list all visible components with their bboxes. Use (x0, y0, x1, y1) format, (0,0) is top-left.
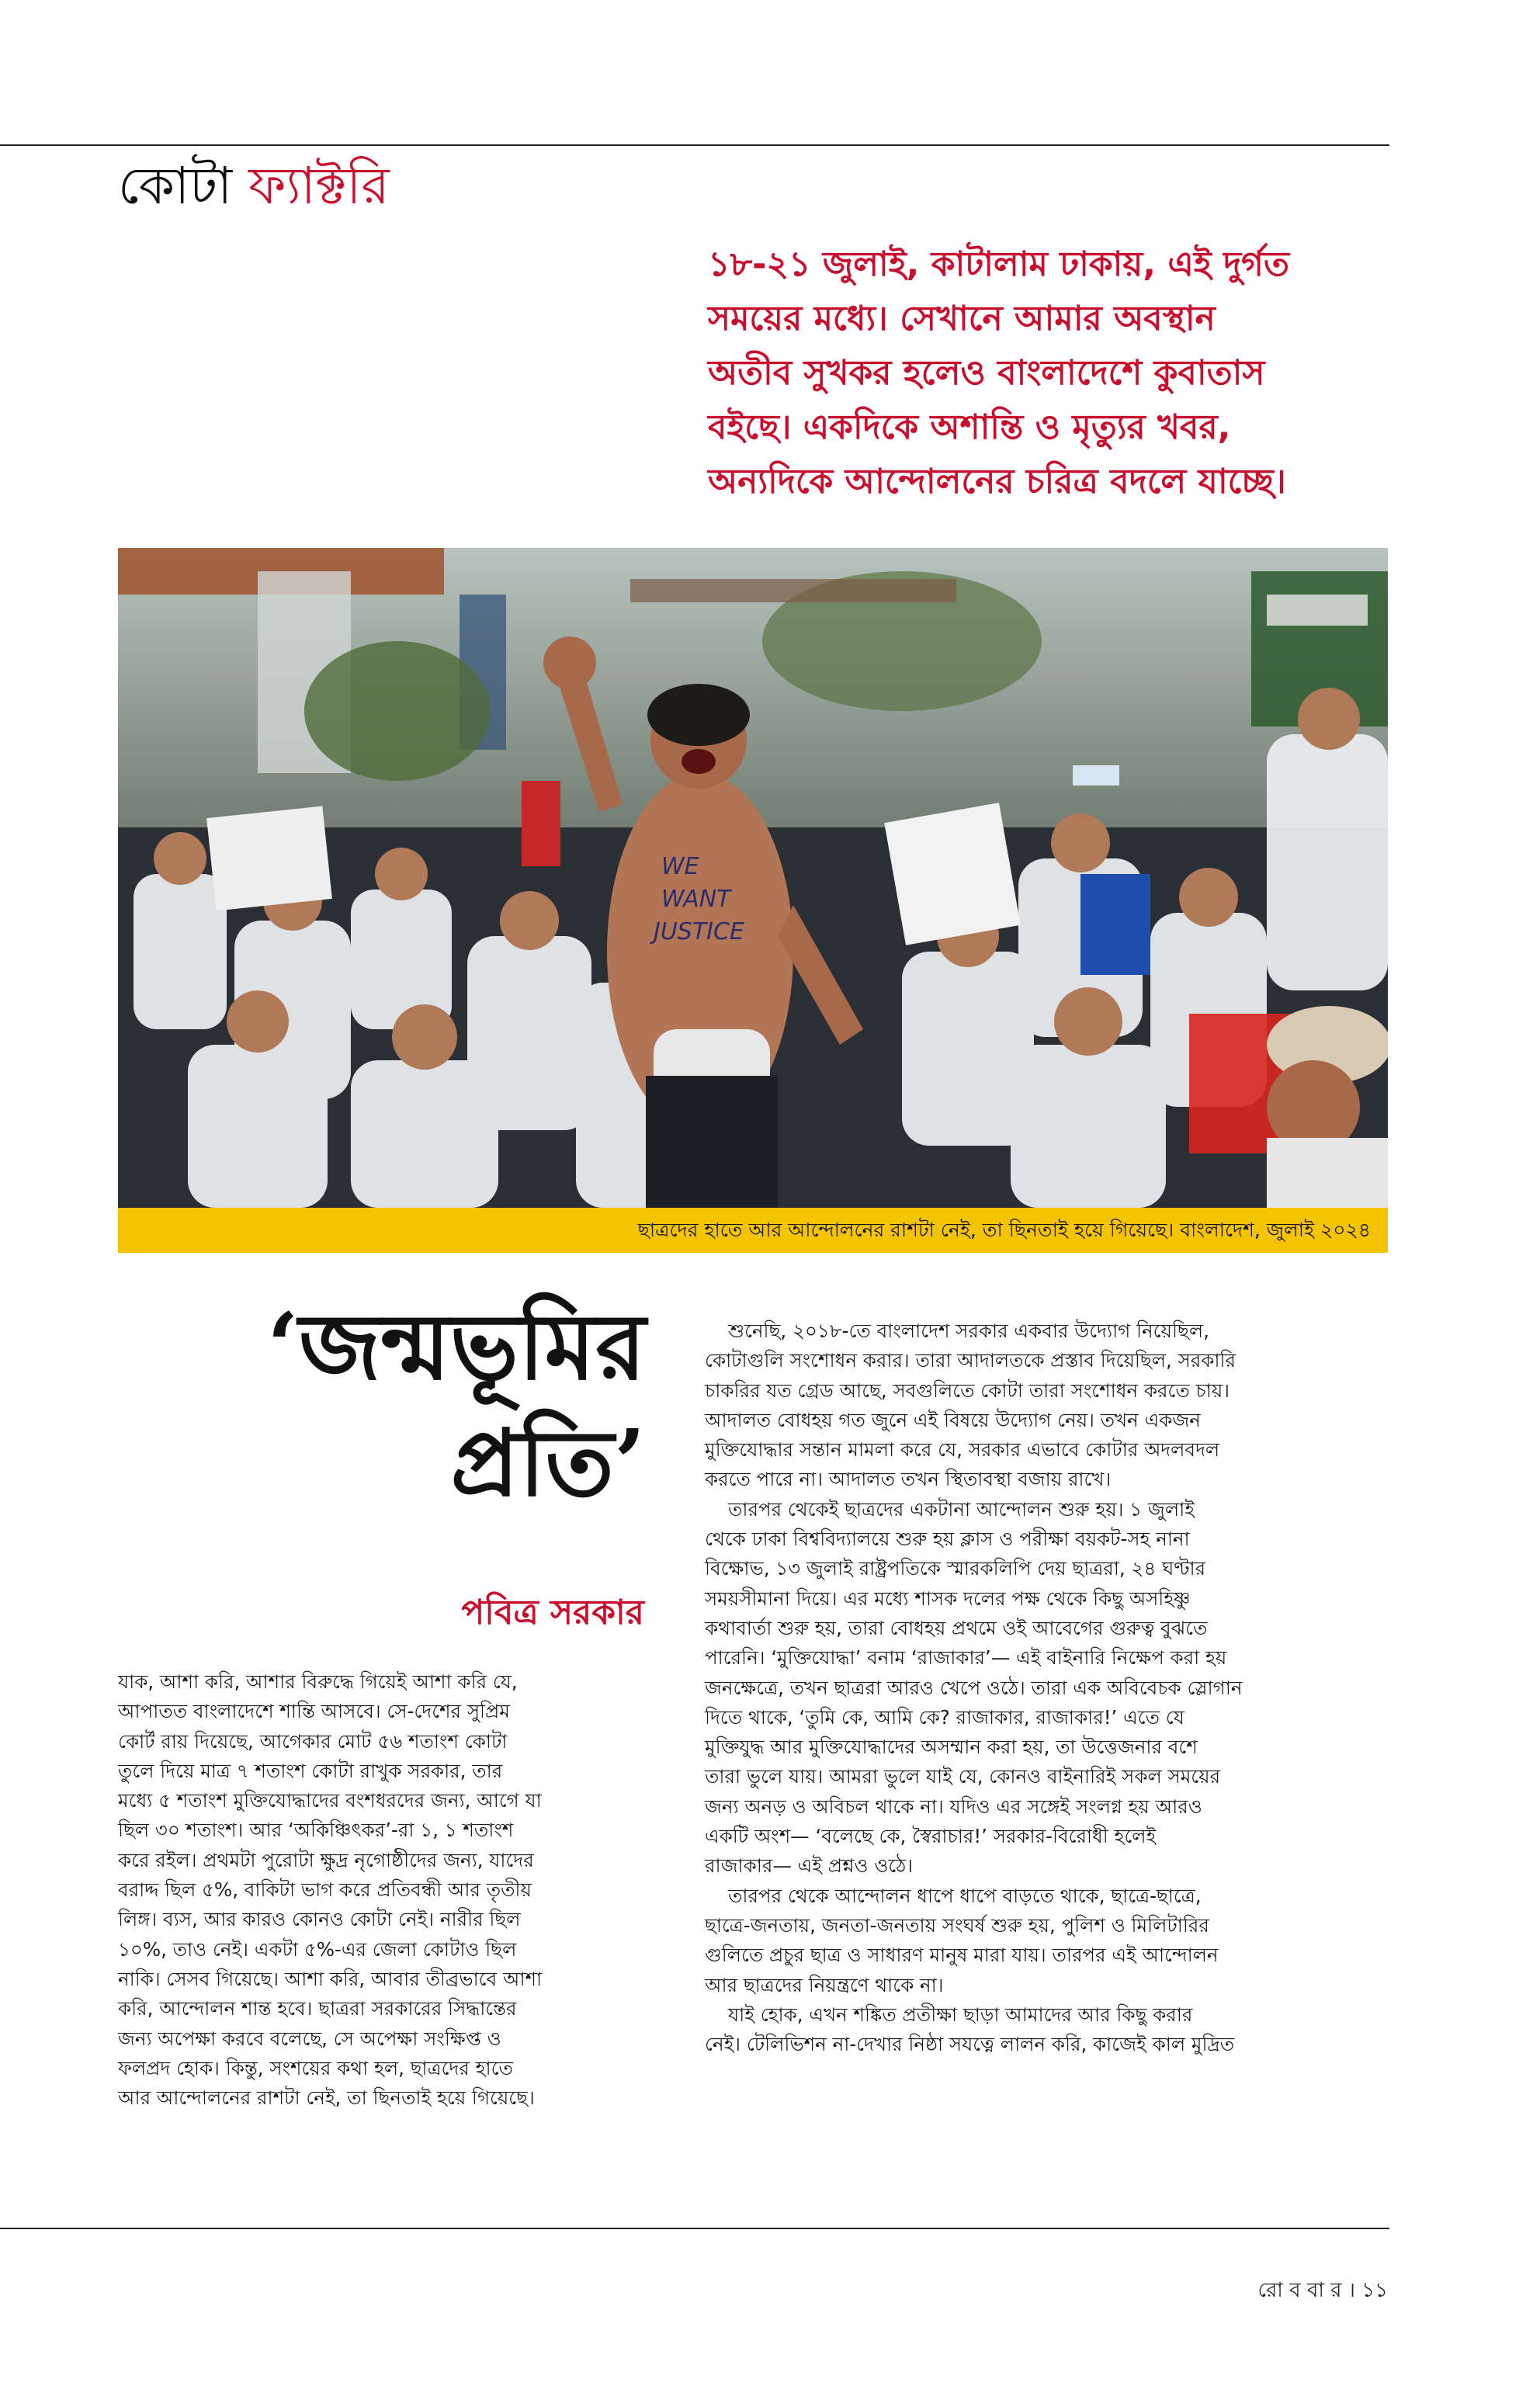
body-line: জন্য অনড় ও অবিচল থাকে না। যদিও এর সঙ্গেই সংলগ্ন হয় আরও (705, 1795, 1202, 1818)
body-line: আপাতত বাংলাদেশে শান্তি আসবে। সে-দেশের সুপ্রিম (118, 1700, 510, 1723)
body-line: নাকি। সেসব গিয়েছে। আশা করি, আবার তীব্রভাবে আশা (118, 1967, 543, 1990)
body-line: ১০%, তাও নেই। একটা ৫%-এর জেলা কোটাও ছিল (118, 1937, 517, 1961)
body-line: যাক, আশা করি, আশার বিরুদ্ধে গিয়েই আশা করি যে, (118, 1670, 518, 1693)
bottom-rule (0, 2228, 1389, 2229)
body-line: মুক্তিযোদ্ধার সন্তান মামলা করে যে, সরকার এভাবে কোটার অদলবদল (705, 1438, 1220, 1462)
placard-word: WANT (661, 886, 731, 913)
section-title (118, 155, 390, 217)
body-line: আর আন্দোলনের রাশটা নেই, তা ছিনতাই হয়ে গিয়েছে। (118, 2086, 535, 2110)
body-line: মধ্যে ৫ শতাংশ মুক্তিযোদ্ধাদের বংশধরদের জন্য, আগে যা (118, 1789, 542, 1812)
body-line: দিতে থাকে, ‘তুমি কে, আমি কে? রাজাকার, রাজাকার!’ এতে যে (705, 1705, 1184, 1729)
body-line: লিঙ্গ। ব্যস, আর কারও কোনও কোটা নেই। নারীর ছিল (118, 1908, 521, 1931)
photo-caption: ছাত্রদের হাতে আর আন্দোলনের রাশটা নেই, তা ছিনতাই হয়ে গিয়েছে। বাংলাদেশ, জুলাই ২০২৪ (118, 1208, 1388, 1253)
body-line: বরাদ্দ ছিল ৫%, বাকিটা ভাগ করে প্রতিবন্ধী আর তৃতীয় (118, 1878, 532, 1902)
body-line: পারেনি। ‘মুক্তিযোদ্ধা’ বনাম ‘রাজাকার’— এই বাইনারি নিক্ষেপ করা হয় (705, 1646, 1227, 1670)
pull-quote-line: সময়ের মধ্যে। সেখানে আমার অবস্থান (708, 299, 1216, 338)
top-rule (0, 144, 1389, 146)
headline-line: ‘জন্মভূমির (266, 1292, 646, 1400)
body-line: জনক্ষেত্রে, তখন ছাত্ররা আরও খেপে ওঠে। তারা এক অবিবেচক স্লোগান (705, 1676, 1243, 1699)
article-headline (118, 1288, 646, 1521)
body-line: নেই। টেলিভিশন না-দেখার নিষ্ঠা সযত্নে লালন করি, কাজেই কাল মুদ্রিত (705, 2033, 1235, 2056)
body-line: তারা ভুলে যায়। আমরা ভুলে যাই যে, কোনও বাইনারিই সকল সময়ের (705, 1765, 1221, 1788)
body-line: আর ছাত্রদের নিয়ন্ত্রণে থাকে না। (705, 1973, 944, 1996)
section-title-word-1: কোটা (118, 156, 233, 216)
body-line: ছিল ৩০ শতাংশ। আর ‘অকিঞ্চিৎকর’-রা ১, ১ শতাংশ (118, 1819, 514, 1842)
body-line: একটি অংশ— ‘বলেছে কে, স্বৈরাচার!’ সরকার-বিরোধী হলেই (705, 1825, 1157, 1848)
pull-quote-line: অন্যদিকে আন্দোলনের চরিত্র বদলে যাচ্ছে। (708, 462, 1286, 501)
pull-quote-line: বইছে। একদিকে অশান্তি ও মৃত্যুর খবর, (708, 408, 1231, 447)
body-line: রাজাকার— এই প্রশ্নও ওঠে। (705, 1854, 914, 1878)
protest-photo (118, 548, 1388, 1208)
page-folio: রো ব বা র । ১১ (1257, 2279, 1388, 2302)
headline-line: প্রতি’ (450, 1409, 646, 1517)
body-line: করে রইল। প্রথমটা পুরোটা ক্ষুদ্র নৃগোষ্ঠীদের জন্য, যাদের (118, 1848, 534, 1871)
body-line: তুলে দিয়ে মাত্র ৭ শতাংশ কোটা রাখুক সরকার, তার (118, 1759, 503, 1782)
body-line: কোটাগুলি সংশোধন করার। তারা আদালতকে প্রস্তাব দিয়েছিল, সরকারি (705, 1349, 1236, 1372)
body-line: বিক্ষোভ, ১৩ জুলাই রাষ্ট্রপতিকে স্মারকলিপি দেয় ছাত্ররা, ২৪ ঘণ্টার (705, 1557, 1206, 1580)
pull-quote-line: অতীব সুখকর হলেও বাংলাদেশে কুবাতাস (708, 353, 1265, 393)
body-line: যাই হোক, এখন শঙ্কিত প্রতীক্ষা ছাড়া আমাদের আর কিছু করার (728, 2003, 1193, 2026)
body-line: গুলিতে প্রচুর ছাত্র ও সাধারণ মানুষ মারা যায়। তারপর এই আন্দোলন (705, 1944, 1219, 1967)
body-line: চাকরির যত গ্রেড আছে, সবগুলিতে কোটা তারা সংশোধন করতে চায়। (705, 1379, 1230, 1402)
pull-quote-line: ১৮-২১ জুলাই, কাটালাম ঢাকায়, এই দুর্গত (708, 245, 1290, 284)
body-line: সময়সীমানা দিয়ে। এর মধ্যে শাসক দলের পক্ষ থেকে কিছু অসহিষ্ণু (705, 1587, 1191, 1610)
body-line: ছাত্রে-জনতায়, জনতা-জনতায় সংঘর্ষ শুরু হয়, পুলিশ ও মিলিটারির (705, 1913, 1209, 1937)
body-column-left (118, 1667, 654, 2113)
body-line: কথাবার্তা শুরু হয়, তারা বোধহয় প্রথমে ওই আবেগের গুরুত্ব বুঝতে (705, 1616, 1208, 1639)
placard-word: JUSTICE (654, 918, 744, 945)
body-line: করতে পারে না। আদালত তখন স্থিতাবস্থা বজায় রাখে। (705, 1468, 1112, 1491)
body-line: শুনেছি, ২০১৮-তে বাংলাদেশ সরকার একবার উদ্যোগ নিয়েছিল, (728, 1320, 1209, 1342)
body-line: তারপর থেকে আন্দোলন ধাপে ধাপে বাড়তে থাকে, ছাত্রে-ছাত্রে, (728, 1884, 1202, 1907)
body-line: তারপর থেকেই ছাত্রদের একটানা আন্দোলন শুরু হয়। ১ জুলাই (728, 1497, 1195, 1521)
body-line: করি, আন্দোলন শান্ত হবে। ছাত্ররা সরকারের সিদ্ধান্তের (118, 1997, 517, 2020)
pull-quote (708, 238, 1391, 509)
placard-word: WE (661, 853, 699, 880)
body-line: কোর্ট রায় দিয়েছে, আগেকার মোট ৫৬ শতাংশ কোটা (118, 1729, 508, 1753)
body-line: ফলপ্রদ হোক। কিন্তু, সংশয়ের কথা হল, ছাত্রদের হাতে (118, 2056, 513, 2079)
body-line: মুক্তিযুদ্ধ আর মুক্তিযোদ্ধাদের অসম্মান করা হয়, তা উত্তেজনার বশে (705, 1736, 1198, 1759)
body-line: আদালত বোধহয় গত জুনে এই বিষয়ে উদ্যোগ নেয়। তখন একজন (705, 1408, 1201, 1431)
body-column-right (705, 1316, 1388, 2059)
section-title-word-2: ফ্যাক্টরি (248, 156, 390, 216)
body-line: থেকে ঢাকা বিশ্ববিদ্যালয়ে শুরু হয় ক্লাস ও পরীক্ষা বয়কট-সহ নানা (705, 1528, 1190, 1551)
body-line: জন্য অপেক্ষা করবে বলেছে, সে অপেক্ষা সংক্ষিপ্ত ও (118, 2027, 501, 2050)
author-byline: পবিত্র সরকার (461, 1593, 644, 1632)
